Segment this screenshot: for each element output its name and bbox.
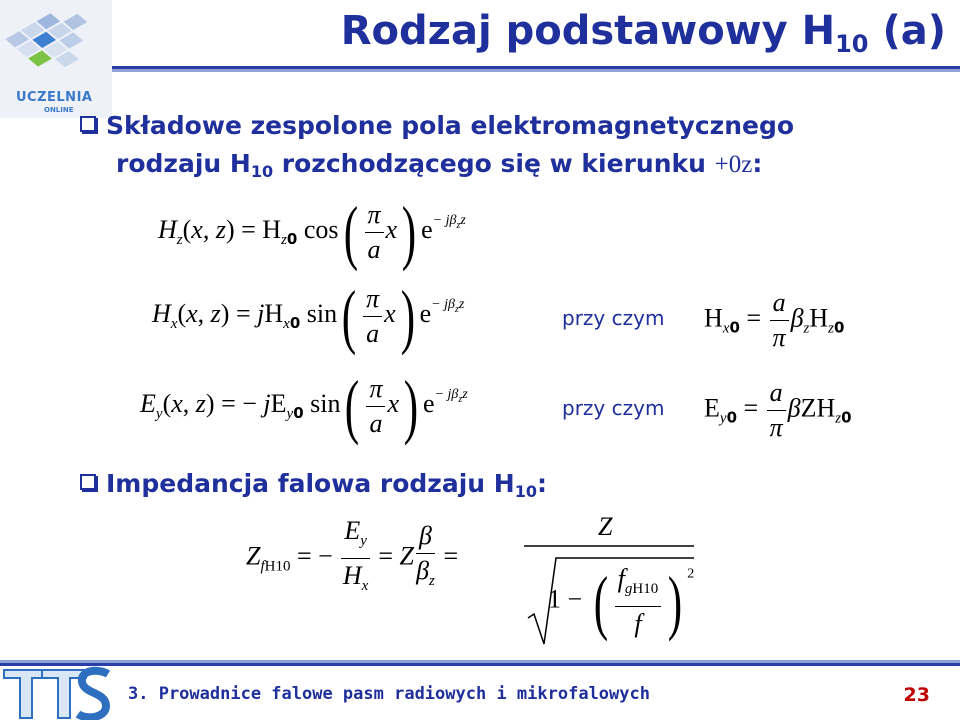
tts-logo <box>2 666 112 720</box>
equation-ey0: $E_{y0}$ = $\frac{a}{\pi}$ βZH$_{z0}$ <box>704 378 852 442</box>
direction-label: +0z <box>714 151 753 178</box>
przy-czym-label-2: przy czym <box>562 396 665 420</box>
page-number: 23 <box>903 684 930 706</box>
equation-impedance: $Z_{fH10}$ = − $\frac{E_y}{H_x}$ = Z $\frac{\beta}{\beta_z}$ = <box>246 516 459 594</box>
footer-text: 3. Prowadnice falowe pasm radiowych i mikrofalowych <box>128 684 650 704</box>
impedance-numerator: Z <box>598 512 613 541</box>
przy-czym-label-1: przy czym <box>562 306 665 330</box>
equation-hx0: $H_{x0}$ = $\frac{a}{\pi}$ $\beta_zH_{z0}$ <box>704 288 845 352</box>
bullet-impedance: Impedancja falowa rodzaju $H_{10}$: <box>80 466 547 510</box>
equation-hz: $H_z(x$, $z) = H_{z0}$ cos( $\frac{\pi}{a}$ x) $e^{- j\beta_zz}$ <box>158 192 466 272</box>
bullet-field-components: Składowe zespolone pola elektromagnetycznego <box>80 108 794 144</box>
checkbox-bullet-icon <box>80 116 96 132</box>
bullet-field-components-line2: rodzaju $H_{10}$ rozchodzącego się w kierunku +0z: <box>116 149 763 181</box>
equation-hx: $H_x(x$, $z) = jH_{x0}$ sin( $\frac{\pi}{a}$ x) $e^{- j\beta_zz}$ <box>152 276 465 356</box>
equation-ey: $E_y(x$, z) = − $jE_{y0}$ sin( $\frac{\pi}{a}$ x) $e^{- j\beta_zz}$ <box>140 366 468 446</box>
impedance-denominator: 1 − ( $\frac{f_{gH10}}{f}$ ) $^2$ <box>548 561 695 642</box>
logo-subtitle: ONLINE <box>44 106 74 114</box>
footer-rule <box>0 660 960 666</box>
title-rule <box>112 66 960 72</box>
logo-name: UCZELNIA <box>16 90 93 105</box>
slide-title: Rodzaj podstawowy $H_{10}$ (a) <box>340 8 946 58</box>
checkbox-bullet-icon <box>80 474 96 490</box>
